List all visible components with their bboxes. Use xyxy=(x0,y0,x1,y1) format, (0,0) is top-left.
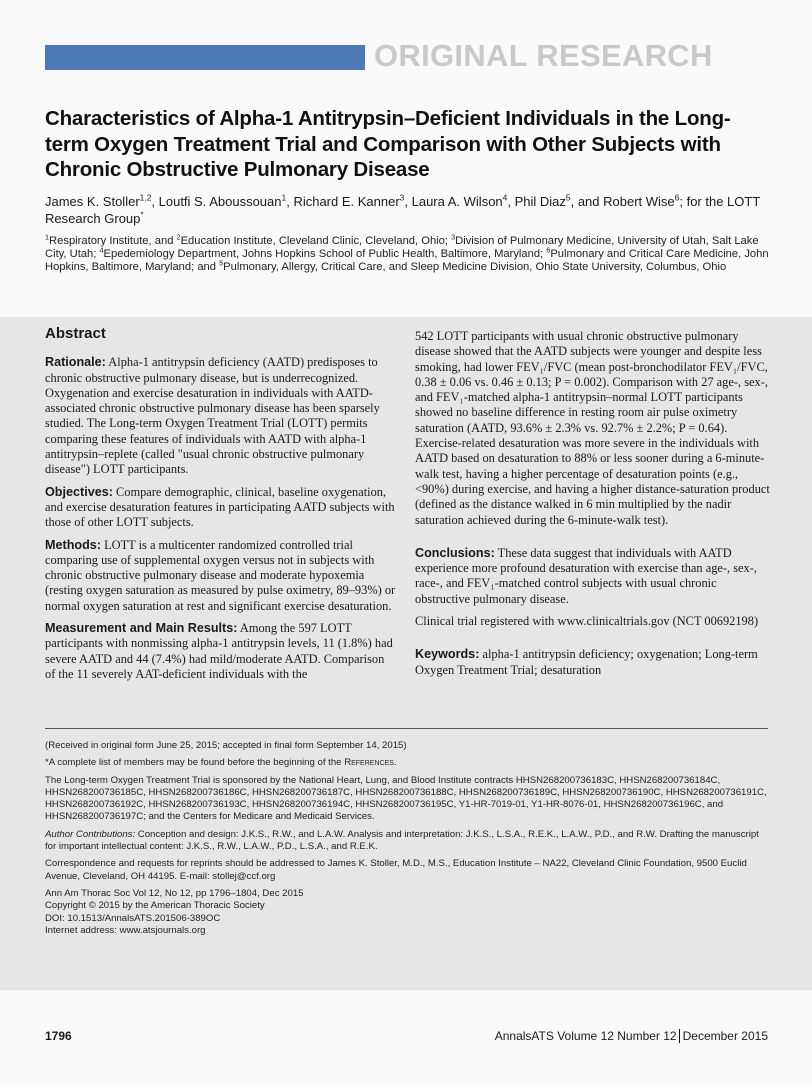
members-end: . xyxy=(393,757,397,769)
citation: Ann Am Thorac Soc Vol 12, No 12, pp 1796–1804, Dec 2015 xyxy=(45,887,304,899)
abstract-conclusions xyxy=(415,546,770,607)
affiliation-text: Epedemiology Department, Johns Hopkins School of Public Health, Baltimore, Maryland; xyxy=(103,248,547,260)
journal-reference xyxy=(495,1029,768,1043)
abstract-rationale xyxy=(45,355,397,477)
journal-issue: AnnalsATS Volume 12 Number 12 xyxy=(494,1029,677,1043)
objectives-text: Compare demographic, clinical, baseline oxygenation, and exercise desaturation features in participating AATD subjects with those of other LOTT subjects. xyxy=(45,484,395,530)
author-name: Robert Wise xyxy=(603,194,675,209)
trial-registration: Clinical trial registered with www.clinicaltrials.gov (NCT 00692198) xyxy=(415,614,759,629)
contrib-text: Conception and design: J.K.S., R.W., and L.A.W. Analysis and interpretation: J.K.S., L.S.A., R.E.K., L.A.W., P.D., and R.W. Drafting the manuscript for important intellectual content: J.K.S., R.W., L.A.W., P.D., L.S.A., and R.E.K. xyxy=(45,828,759,853)
doi: DOI: 10.1513/AnnalsATS.201506-389OC xyxy=(45,912,221,924)
affiliation-text: Pulmonary and Critical Care Medicine, John Hopkins, Baltimore, Maryland; and xyxy=(45,248,769,273)
author-affiliation-number: 1 xyxy=(281,192,287,203)
members-note xyxy=(45,757,771,769)
author-name: Phil Diaz xyxy=(514,194,566,209)
keywords-text: alpha-1 antitrypsin deficiency; oxygenation; Long-term Oxygen Treatment Trial; desaturation xyxy=(415,647,758,677)
author-affiliation-number: 1,2 xyxy=(139,192,152,203)
affiliation-text: Education Institute, Cleveland Clinic, Cleveland, Ohio; xyxy=(180,235,452,247)
affiliation-number: 6 xyxy=(546,245,551,255)
author-affiliation-number: 6 xyxy=(674,192,680,203)
affiliations xyxy=(45,232,770,274)
author-name: Laura A. Wilson xyxy=(411,194,503,209)
affiliation-number: 5 xyxy=(219,258,224,268)
author-name: Richard E. Kanner xyxy=(293,194,400,209)
conclusions-text: These data suggest that individuals with AATD experience more profound desaturation with exercise than age-, sex-, race-, and FEV₁-matched control subjects with usual chronic obstructive pulmonary disease. xyxy=(415,545,757,606)
author-affiliation-number: 4 xyxy=(502,192,508,203)
author-contributions xyxy=(45,829,771,854)
page-number: 1796 xyxy=(45,1029,72,1043)
correspondence: Correspondence and requests for reprints should be addressed to James K. Stoller, M.D., M.S., Education Institute – NA22, Cleveland Clinic Foundation, 9500 Euclid Avenue, Cleveland, OH 44195. E-mail: stollej@ccf.org xyxy=(45,858,747,882)
abstract-left-column xyxy=(45,326,397,689)
funding-note: The Long-term Oxygen Treatment Trial is sponsored by the National Heart, Lung, and Blood Institute contracts HHSN268200736183C, HHSN268200736184C, HHSN268200736185C, HHSN268200736186C, HHSN268200736187C, HHSN268200736188C, HHSN268200736189C, HHSN268200736190C, HHSN268200736191C, HHSN268200736192C, HHSN268200736193C, HHSN268200736194C, HHSN268200736195C, Y1-HR-7019-01, Y1-HR-8076-01, HHSN268200736196C, and HHSN268200736197C; and the Centers for Medicare and Medicaid Services. xyxy=(45,774,767,823)
abstract-methods xyxy=(45,538,397,614)
abstract-right-column xyxy=(415,329,770,685)
author-separator: , and xyxy=(570,194,604,209)
author-name: Loutfi S. Aboussouan xyxy=(158,194,282,209)
author-list xyxy=(45,193,770,227)
affiliation-number: 2 xyxy=(176,232,181,242)
affiliation-number: 1 xyxy=(45,232,50,242)
contrib-label: Author Contributions: xyxy=(45,828,136,840)
affiliation-text: Respiratory Institute, and xyxy=(49,235,177,247)
references-link: References xyxy=(344,757,394,769)
internet-address: Internet address: www.atsjournals.org xyxy=(45,924,206,936)
author-separator: , xyxy=(404,194,412,209)
author-affiliation-number: 3 xyxy=(399,192,405,203)
author-affiliation-number: 5 xyxy=(565,192,571,203)
section-label: ORIGINAL RESEARCH xyxy=(374,38,713,73)
received-dates: (Received in original form June 25, 2015; accepted in final form September 14, 2015) xyxy=(45,740,407,751)
rationale-text: Alpha-1 antitrypsin deficiency (AATD) predisposes to chronic obstructive pulmonary disease, but is underrecognized. Oxygenation and exercise desaturation in individuals with AATD-associated chronic obstructive pulmonary disease has been sparsely studied. The Long-term Oxygen Treatment Trial (LOTT) permits comparing these features of individuals with AATD with alpha-1 antitrypsin–replete (called "usual chronic obstructive pulmonary disease") LOTT participants. xyxy=(45,355,380,477)
section-color-bar xyxy=(45,45,365,70)
abstract-heading: Abstract xyxy=(45,325,106,342)
rationale-label: Rationale: xyxy=(45,355,106,370)
abstract-results xyxy=(45,621,397,682)
author-name: James K. Stoller xyxy=(45,194,140,209)
group-footnote-mark: * xyxy=(140,209,144,220)
issue-date: December 2015 xyxy=(682,1029,768,1043)
methods-text: LOTT is a multicenter randomized controlled trial comparing use of supplemental oxygen versus not in subjects with chronic obstructive pulmonary disease and moderate hypoxemia (resting oxygen saturation as measured by pulse oximetry, 89–93%) or normal oxygen saturation at rest and significant exercise desaturation. xyxy=(45,537,396,613)
affiliation-number: 3 xyxy=(451,232,456,242)
abstract-keywords xyxy=(415,647,770,678)
affiliation-text: Division of Pulmonary Medicine, University of Utah, Salt Lake City, Utah; xyxy=(45,235,759,260)
author-separator: , xyxy=(507,194,515,209)
methods-label: Methods: xyxy=(45,537,101,552)
article-title: Characteristics of Alpha-1 Antitrypsin–Deficient Individuals in the Long-term Oxygen Treatment Trial and Comparison with Other Subjects with Chronic Obstructive Pulmonary Disease xyxy=(45,107,731,181)
results-continued: 542 LOTT participants with usual chronic obstructive pulmonary disease showed that the AATD subjects were younger and despite less smoking, had lower FEV₁/FVC (mean post-bronchodilator FEV₁/FVC, 0.38 ± 0.06 vs. 0.46 ± 0.13; P = 0.002). Comparison with 27 age-, sex-, and FEV₁-matched alpha-1 antitrypsin–normal LOTT participants showed no baseline difference in resting room air pulse oximetry saturation (AATD, 93.6% ± 2.3% vs. 92.7% ± 2.2%; P = 0.64). Exercise-related desaturation was more severe in the individuals with AATD based on desaturation to 88% or less sooner during a 6-minute-walk test, having a higher percentage of desaturation points (e.g., <90%) during exercise, and having a higher distance-saturation product (defined as the distance walked in 6 min multiplied by the nadir saturation achieved during the 6-minute-walk test). xyxy=(415,329,770,527)
author-separator: ; for the LOTT Research Group xyxy=(45,194,761,226)
affiliation-number: 4 xyxy=(99,245,104,255)
objectives-label: Objectives: xyxy=(45,484,113,499)
author-separator: , xyxy=(286,194,294,209)
results-label: Measurement and Main Results: xyxy=(45,621,238,636)
footnotes xyxy=(45,740,771,937)
copyright: Copyright © 2015 by the American Thoracic Society xyxy=(45,900,265,912)
divider xyxy=(45,728,768,729)
keywords-label: Keywords: xyxy=(415,647,480,662)
members-text: *A complete list of members may be found before the beginning of the xyxy=(45,757,345,769)
author-separator: , xyxy=(151,194,159,209)
results-text: Among the 597 LOTT participants with nonmissing alpha-1 antitrypsin levels, 11 (1.8%) had severe AATD and 44 (7.4%) had mild/moderate AATD. Comparison of the 11 severely AAT-deficient individuals with the xyxy=(45,621,393,681)
abstract-objectives xyxy=(45,485,397,531)
conclusions-label: Conclusions: xyxy=(415,545,495,560)
affiliation-text: Pulmonary, Allergy, Critical Care, and Sleep Medicine Division, Ohio State University, Columbus, Ohio xyxy=(223,261,727,273)
